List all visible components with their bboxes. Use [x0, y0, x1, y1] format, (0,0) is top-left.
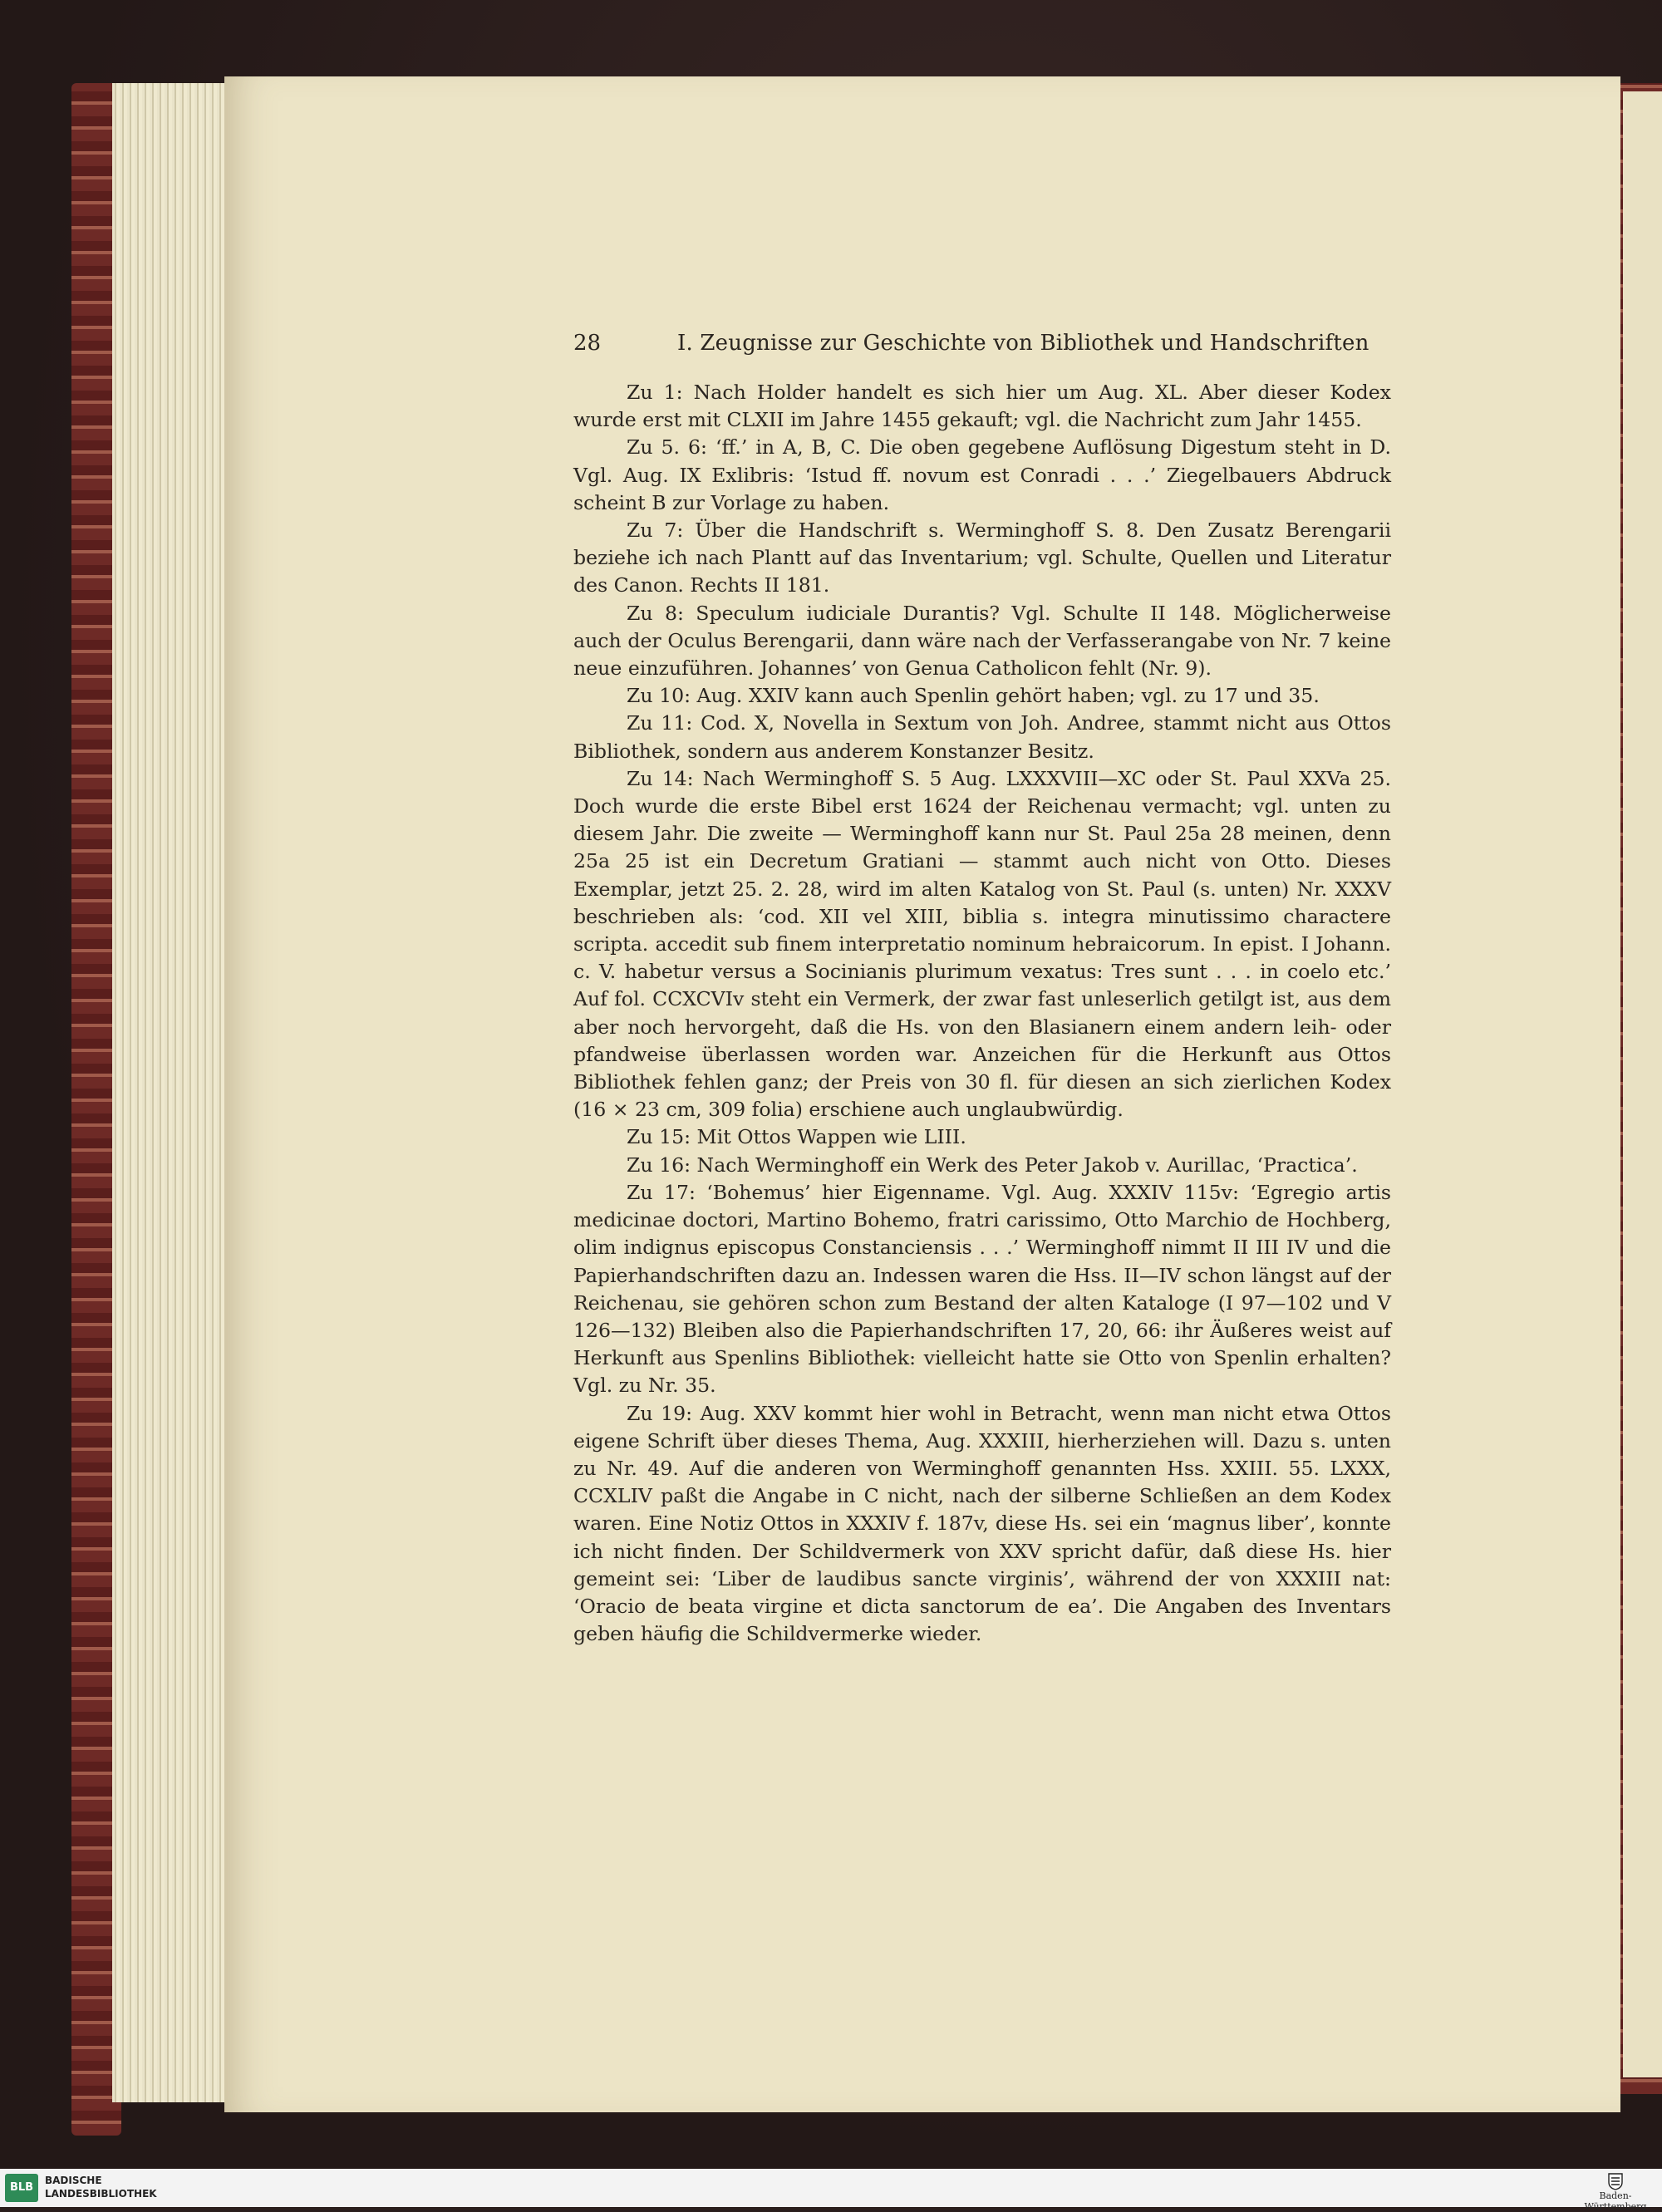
- paragraph: Zu 15: Mit Ottos Wappen wie LIII.: [627, 1125, 966, 1149]
- paragraph: Zu 10: Aug. XXIV kann auch Spenlin gehört haben; vgl. zu 17 und 35.: [627, 684, 1320, 708]
- page-header: [573, 331, 1388, 364]
- paragraph: Zu 17: ‘Bohemus’ hier Eigenname. Vgl. Aug. XXXIV 115v: ‘Egregio artis medicinae doctori, Martino Bohemo, fratri carissimo, Otto Marchio de Hochberg, olim indignus episcopus Constanciensis . . .’ Werminghoff nimmt II III IV und die Papierhandschriften dazu an. Indessen waren die Hss. II—IV schon längst auf der Reichenau, sie gehören schon zum Bestand der alten Kataloge (I 97—102 und V 126—132) Bleiben also die Papierhandschriften 17, 20, 66: ihr Äußeres weist auf Herkunft aus Spenlins Bibliothek: vielleicht hatte sie Otto von Spenlin erhalten? Vgl. zu Nr. 35.: [573, 1180, 1391, 1398]
- body-text: [573, 379, 1391, 1648]
- library-name-line2: LANDESBIBLIOTHEK: [45, 2188, 157, 2200]
- crest-icon: [1606, 2172, 1625, 2190]
- paragraph: Zu 14: Nach Werminghoff S. 5 Aug. LXXXVIII—XC oder St. Paul XXVa 25. Doch wurde die erste Bibel erst 1624 der Reichenau vermacht; vgl. unten zu diesem Jahr. Die zweite — Werminghoff kann nur St. Paul 25a 28 meinen, denn 25a 25 ist ein Decretum Gratiani — stammt auch nicht von Otto. Dieses Exemplar, jetzt 25. 2. 28, wird im alten Katalog von St. Paul (s. unten) Nr. XXXV beschrieben als: ‘cod. XII vel XIII, biblia s. integra minutissimo charactere scripta. accedit sub finem interpretatio nominum hebraicorum. In epist. I Johann. c. V. habetur versus a Socinianis plurimum vexatus: Tres sunt . . . in coelo etc.’ Auf fol. CCXCVIv steht ein Vermerk, der zwar fast unleserlich getilgt ist, aus dem aber noch hervorgeht, daß die Hs. von den Blasianern einem andern leih- oder pfandweise überlassen worden war. Anzeichen für die Herkunft aus Ottos Bibliothek fehlen ganz; der Preis von 30 fl. für diesen an sich zierlichen Kodex (16 × 23 cm, 309 folia) erschiene auch unglaubwürdig.: [573, 766, 1391, 1122]
- page-number: 28: [573, 331, 602, 356]
- paragraph: Zu 8: Speculum iudiciale Durantis? Vgl. Schulte II 148. Möglicherweise auch der Oculus Berengarii, dann wäre nach der Verfasserangabe von Nr. 7 keine neue einzuführen. Johannes’ von Genua Catholicon fehlt (Nr. 9).: [573, 601, 1391, 681]
- blb-logo: BLB: [5, 2174, 38, 2202]
- running-title: I. Zeugnisse zur Geschichte von Bibliothek und Handschriften: [677, 331, 1369, 356]
- paragraph: Zu 1: Nach Holder handelt es sich hier um Aug. XL. Aber dieser Kodex wurde erst mit CLXII im Jahre 1455 gekauft; vgl. die Nachricht zum Jahr 1455.: [573, 381, 1391, 432]
- state-logo: [1574, 2172, 1657, 2212]
- footer-bar: [0, 2169, 1662, 2212]
- paragraph: Zu 19: Aug. XXV kommt hier wohl in Betracht, wenn man nicht etwa Ottos eigene Schrift über dieses Thema, Aug. XXXIII, hierherziehen will. Dazu s. unten zu Nr. 49. Auf die anderen von Werminghoff genannten Hss. XXIII. 55. LXXX, CCXLIV paßt die Angabe in C nicht, nach der silberne Schließen an dem Kodex waren. Eine Notiz Ottos in XXXIV f. 187v, diese Hs. sei ein ‘magnus liber’, konnte ich nicht finden. Der Schildvermerk von XXV spricht dafür, daß diese Hs. hier gemeint sei: ‘Liber de laudibus sancte virginis’, während der von XXXIII nat: ‘Oracio de beata virgine et dicta sanctorum de ea’. Die Angaben des Inventars geben häufig die Schildvermerke wieder.: [573, 1401, 1391, 1646]
- paragraph: Zu 7: Über die Handschrift s. Werminghoff S. 8. Den Zusatz Berengarii beziehe ich nach Plantt auf das Inventarium; vgl. Schulte, Quellen und Literatur des Canon. Rechts II 181.: [573, 519, 1391, 597]
- facing-page-edge: [1623, 91, 1662, 2077]
- state-label: Baden-Württemberg: [1584, 2190, 1647, 2212]
- library-name: [45, 2174, 157, 2200]
- library-name-line1: BADISCHE: [45, 2175, 102, 2186]
- paragraph: Zu 11: Cod. X, Novella in Sextum von Joh. Andree, stammt nicht aus Ottos Bibliothek, sondern aus anderem Konstanzer Besitz.: [573, 711, 1391, 763]
- page-edges: [112, 83, 233, 2102]
- paragraph: Zu 16: Nach Werminghoff ein Werk des Peter Jakob v. Aurillac, ‘Practica’.: [627, 1153, 1358, 1177]
- paragraph: Zu 5. 6: ‘ff.’ in A, B, C. Die oben gegebene Auflösung Digestum steht in D. Vgl. Aug. IX Exlibris: ‘Istud ff. novum est Conradi . . .’ Ziegelbauers Abdruck scheint B zur Vorlage zu haben.: [573, 435, 1391, 514]
